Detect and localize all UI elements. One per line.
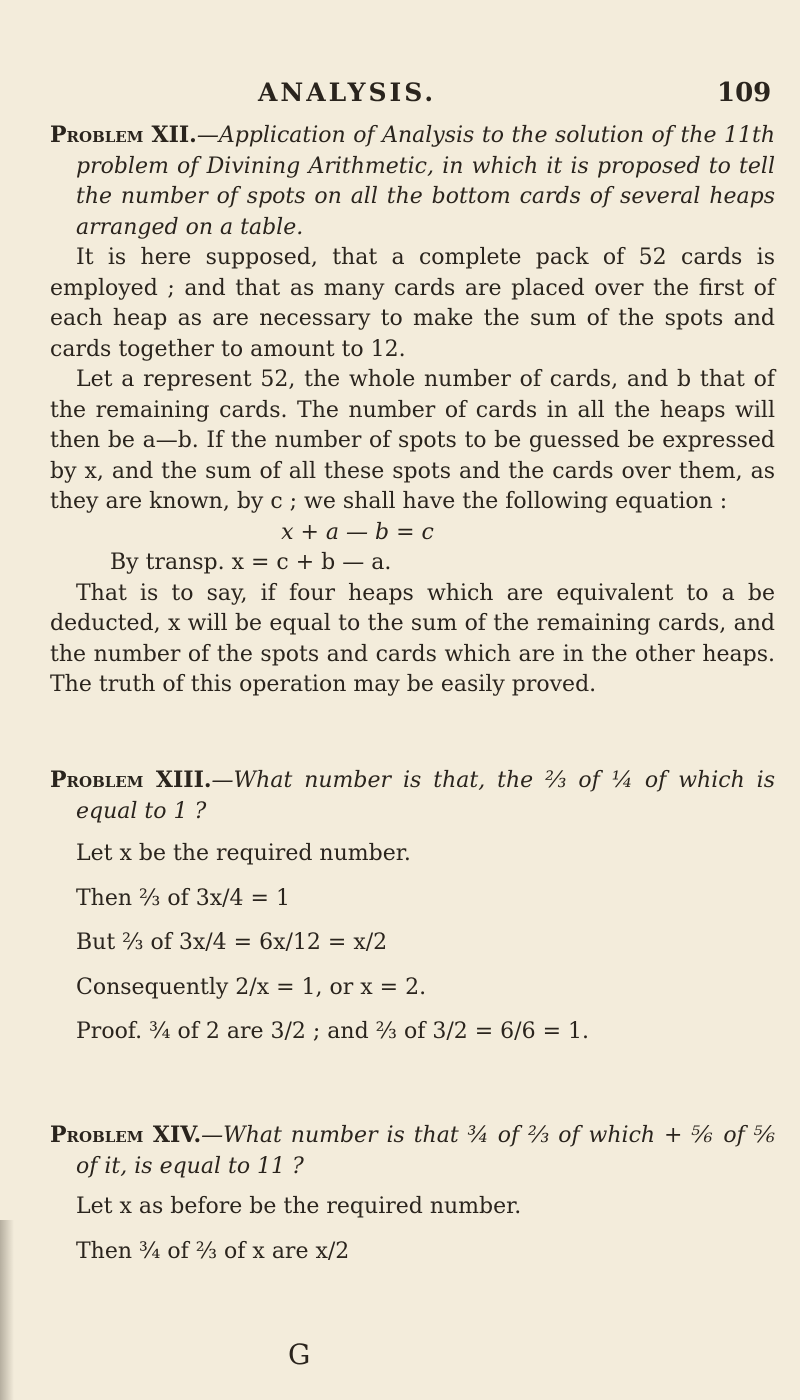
problem-14-section bbox=[50, 1120, 775, 1267]
problem-12-paragraph-1: It is here supposed, that a complete pack of 52 cards is employed ; and that as many cards are placed over the first of each heap as are necessary to make the sum of the spots and cards together to amount to 12. bbox=[50, 245, 775, 362]
problem-12-paragraph-2: Let a represent 52, the whole number of cards, and b that of the remaining cards. The number of cards in all the heaps will then be a—b. If the number of spots to be guessed be expressed by x, and the sum of all these spots and the cards over them, as they are known, by c ; we shall have the following equation : bbox=[50, 367, 775, 514]
running-title: ANALYSIS. bbox=[258, 78, 437, 107]
problem-12-section bbox=[50, 120, 775, 701]
problem-14-label: Problem XIV. bbox=[50, 1122, 202, 1148]
problem-13-label: Problem XIII. bbox=[50, 767, 212, 793]
problem-13-line-1: Let x be the required number. bbox=[76, 841, 411, 866]
problem-13-line-3: But ⅔ of 3x/4 = 6x/12 = x/2 bbox=[76, 930, 388, 955]
problem-12-label: Problem XII. bbox=[50, 122, 197, 148]
problem-12-paragraph-3: That is to say, if four heaps which are equivalent to a be deducted, x will be equal to the sum of the remaining cards, and the number of the spots and cards which are in the other heaps. The truth of this operation may be easily proved. bbox=[50, 580, 775, 697]
problem-12-title: —Application of Analysis to the solution of the 11th problem of Divining Arithmetic, in which it is proposed to tell the number of spots on all the bottom cards of several heaps arranged on a table. bbox=[76, 123, 775, 240]
problem-13-line-2: Then ⅔ of 3x/4 = 1 bbox=[76, 885, 290, 911]
problem-14-title: —What number is that ¾ of ⅔ of which + ⅚ of ⅚ of it, is equal to 11 ? bbox=[76, 1123, 775, 1179]
problem-12-heading bbox=[50, 120, 775, 243]
page-header bbox=[0, 78, 800, 118]
signature-mark: G bbox=[288, 1338, 311, 1371]
problem-14-heading bbox=[50, 1120, 775, 1182]
equation-2: By transp. x = c + b — a. bbox=[110, 550, 392, 575]
problem-13-heading bbox=[50, 765, 775, 827]
problem-13-title: —What number is that, the ⅔ of ¼ of which is equal to 1 ? bbox=[76, 768, 775, 824]
binding-shadow bbox=[0, 1220, 14, 1400]
equation-1: x + a — b = c bbox=[281, 519, 434, 545]
problem-13-line-4: Consequently 2/x = 1, or x = 2. bbox=[76, 974, 427, 1000]
problem-14-line-1: Let x as before be the required number. bbox=[76, 1194, 522, 1219]
problem-13-section bbox=[50, 765, 775, 1048]
problem-13-line-5: Proof. ¾ of 2 are 3/2 ; and ⅔ of 3/2 = 6/6 = 1. bbox=[76, 1019, 589, 1044]
page-number: 109 bbox=[717, 78, 772, 108]
problem-14-line-2: Then ¾ of ⅔ of x are x/2 bbox=[76, 1238, 350, 1264]
